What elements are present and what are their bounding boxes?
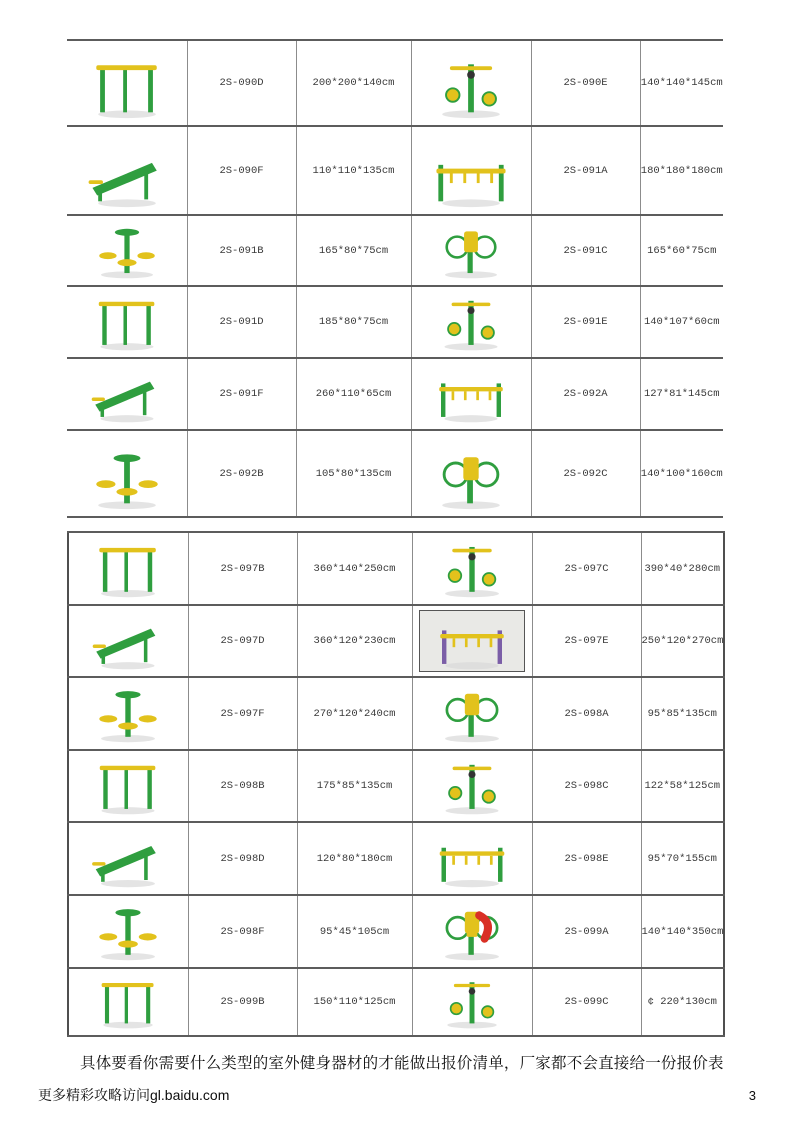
model-code: 2S-098A bbox=[532, 677, 641, 750]
product-photo-cell bbox=[412, 605, 532, 677]
dimensions: 200*200*140cm bbox=[296, 40, 411, 126]
dimensions: 140*107*60cm bbox=[640, 286, 723, 358]
product-photo-cell bbox=[411, 40, 531, 126]
fitness-equipment-photo bbox=[419, 364, 523, 424]
fitness-equipment-photo bbox=[75, 436, 179, 511]
fitness-equipment-photo bbox=[75, 132, 179, 209]
model-code: 2S-092B bbox=[187, 430, 296, 517]
dimensions: 120*80*180cm bbox=[297, 822, 412, 895]
dimensions: 150*110*125cm bbox=[297, 968, 412, 1036]
product-photo-cell bbox=[67, 286, 187, 358]
model-code: 2S-090D bbox=[187, 40, 296, 126]
model-code: 2S-097F bbox=[188, 677, 297, 750]
product-photo-cell bbox=[412, 532, 532, 605]
dimensions: 270*120*240cm bbox=[297, 677, 412, 750]
model-code: 2S-091B bbox=[187, 215, 296, 286]
product-photo-cell bbox=[68, 968, 188, 1036]
product-photo-cell bbox=[68, 750, 188, 822]
table-row bbox=[68, 895, 724, 968]
dimensions: 180*180*180cm bbox=[640, 126, 723, 215]
table-row bbox=[68, 822, 724, 895]
dimensions: 165*80*75cm bbox=[296, 215, 411, 286]
dimensions: 95*85*135cm bbox=[641, 677, 724, 750]
fitness-equipment-photo bbox=[420, 538, 524, 599]
dimensions: 95*70*155cm bbox=[641, 822, 724, 895]
model-code: 2S-097D bbox=[188, 605, 297, 677]
page-number: 3 bbox=[748, 1088, 756, 1103]
model-code: 2S-092C bbox=[531, 430, 640, 517]
fitness-equipment-photo bbox=[75, 221, 179, 280]
product-photo-cell bbox=[68, 677, 188, 750]
model-code: 2S-091F bbox=[187, 358, 296, 430]
model-code: 2S-099A bbox=[532, 895, 641, 968]
model-code: 2S-091D bbox=[187, 286, 296, 358]
product-photo-cell bbox=[412, 750, 532, 822]
model-code: 2S-097B bbox=[188, 532, 297, 605]
dimensions: 250*120*270cm bbox=[641, 605, 724, 677]
product-photo-cell bbox=[68, 532, 188, 605]
table-row bbox=[67, 215, 723, 286]
dimensions: 165*60*75cm bbox=[640, 215, 723, 286]
fitness-equipment-photo bbox=[76, 974, 180, 1030]
model-code: 2S-097E bbox=[532, 605, 641, 677]
table-row bbox=[67, 40, 723, 126]
dimensions: 140*140*145cm bbox=[640, 40, 723, 126]
product-photo-cell bbox=[412, 822, 532, 895]
fitness-equipment-photo bbox=[419, 221, 523, 280]
dimensions: ¢ 220*130cm bbox=[641, 968, 724, 1036]
product-photo-cell bbox=[68, 605, 188, 677]
model-code: 2S-091C bbox=[531, 215, 640, 286]
dimensions: 185*80*75cm bbox=[296, 286, 411, 358]
fitness-equipment-photo bbox=[419, 292, 523, 352]
table-row bbox=[68, 532, 724, 605]
fitness-equipment-photo bbox=[75, 292, 179, 352]
product-photo-cell bbox=[67, 430, 187, 517]
fitness-equipment-photo bbox=[76, 756, 180, 816]
product-photo-cell bbox=[411, 126, 531, 215]
product-photo-cell bbox=[68, 895, 188, 968]
product-photo-cell bbox=[67, 126, 187, 215]
dimensions: 260*110*65cm bbox=[296, 358, 411, 430]
model-code: 2S-098E bbox=[532, 822, 641, 895]
dimensions: 360*120*230cm bbox=[297, 605, 412, 677]
product-photo-cell bbox=[411, 286, 531, 358]
table-row bbox=[68, 677, 724, 750]
model-code: 2S-098B bbox=[188, 750, 297, 822]
fitness-equipment-photo bbox=[76, 683, 180, 744]
fitness-equipment-photo bbox=[75, 46, 179, 120]
fitness-equipment-photo bbox=[76, 611, 180, 671]
fitness-equipment-photo bbox=[419, 610, 525, 672]
fitness-equipment-photo bbox=[75, 364, 179, 424]
dimensions: 390*40*280cm bbox=[641, 532, 724, 605]
model-code: 2S-099B bbox=[188, 968, 297, 1036]
dimensions: 95*45*105cm bbox=[297, 895, 412, 968]
model-code: 2S-098F bbox=[188, 895, 297, 968]
product-photo-cell bbox=[411, 358, 531, 430]
fitness-equipment-photo bbox=[76, 901, 180, 962]
product-photo-cell bbox=[412, 895, 532, 968]
catalog-table-2 bbox=[67, 531, 725, 1037]
model-code: 2S-098C bbox=[532, 750, 641, 822]
product-photo-cell bbox=[67, 215, 187, 286]
table-row bbox=[67, 126, 723, 215]
model-code: 2S-099C bbox=[532, 968, 641, 1036]
product-photo-cell bbox=[411, 430, 531, 517]
fitness-equipment-photo bbox=[420, 974, 524, 1030]
dimensions: 140*100*160cm bbox=[640, 430, 723, 517]
fitness-equipment-photo bbox=[420, 683, 524, 744]
dimensions: 105*80*135cm bbox=[296, 430, 411, 517]
footer-paragraph: 具体要看你需要什么类型的室外健身器材的才能做出报价清单，厂家都不会直接给一份报价表 bbox=[80, 1055, 724, 1072]
fitness-equipment-photo bbox=[420, 828, 524, 889]
page-footer bbox=[38, 1085, 756, 1105]
table-row bbox=[67, 286, 723, 358]
dimensions: 110*110*135cm bbox=[296, 126, 411, 215]
table-row bbox=[68, 605, 724, 677]
dimensions: 140*140*350cm bbox=[641, 895, 724, 968]
model-code: 2S-092A bbox=[531, 358, 640, 430]
dimensions: 360*140*250cm bbox=[297, 532, 412, 605]
fitness-equipment-photo bbox=[419, 46, 523, 120]
fitness-equipment-photo bbox=[420, 756, 524, 816]
product-photo-cell bbox=[67, 40, 187, 126]
table-row bbox=[67, 358, 723, 430]
table-row bbox=[68, 750, 724, 822]
dimensions: 175*85*135cm bbox=[297, 750, 412, 822]
product-photo-cell bbox=[411, 215, 531, 286]
fitness-equipment-photo bbox=[419, 436, 523, 511]
fitness-equipment-photo bbox=[76, 538, 180, 599]
model-code: 2S-090E bbox=[531, 40, 640, 126]
model-code: 2S-091A bbox=[531, 126, 640, 215]
fitness-equipment-photo bbox=[420, 901, 524, 962]
product-photo-cell bbox=[412, 968, 532, 1036]
product-photo-cell bbox=[412, 677, 532, 750]
fitness-equipment-photo bbox=[419, 132, 523, 209]
table-row bbox=[68, 968, 724, 1036]
product-photo-cell bbox=[67, 358, 187, 430]
table-row bbox=[67, 430, 723, 517]
footer-link: 更多精彩攻略访问gl.baidu.com bbox=[38, 1087, 230, 1103]
model-code: 2S-090F bbox=[187, 126, 296, 215]
fitness-equipment-photo bbox=[76, 828, 180, 889]
catalog-table-1 bbox=[67, 39, 723, 518]
product-photo-cell bbox=[68, 822, 188, 895]
model-code: 2S-097C bbox=[532, 532, 641, 605]
dimensions: 127*81*145cm bbox=[640, 358, 723, 430]
model-code: 2S-091E bbox=[531, 286, 640, 358]
model-code: 2S-098D bbox=[188, 822, 297, 895]
dimensions: 122*58*125cm bbox=[641, 750, 724, 822]
